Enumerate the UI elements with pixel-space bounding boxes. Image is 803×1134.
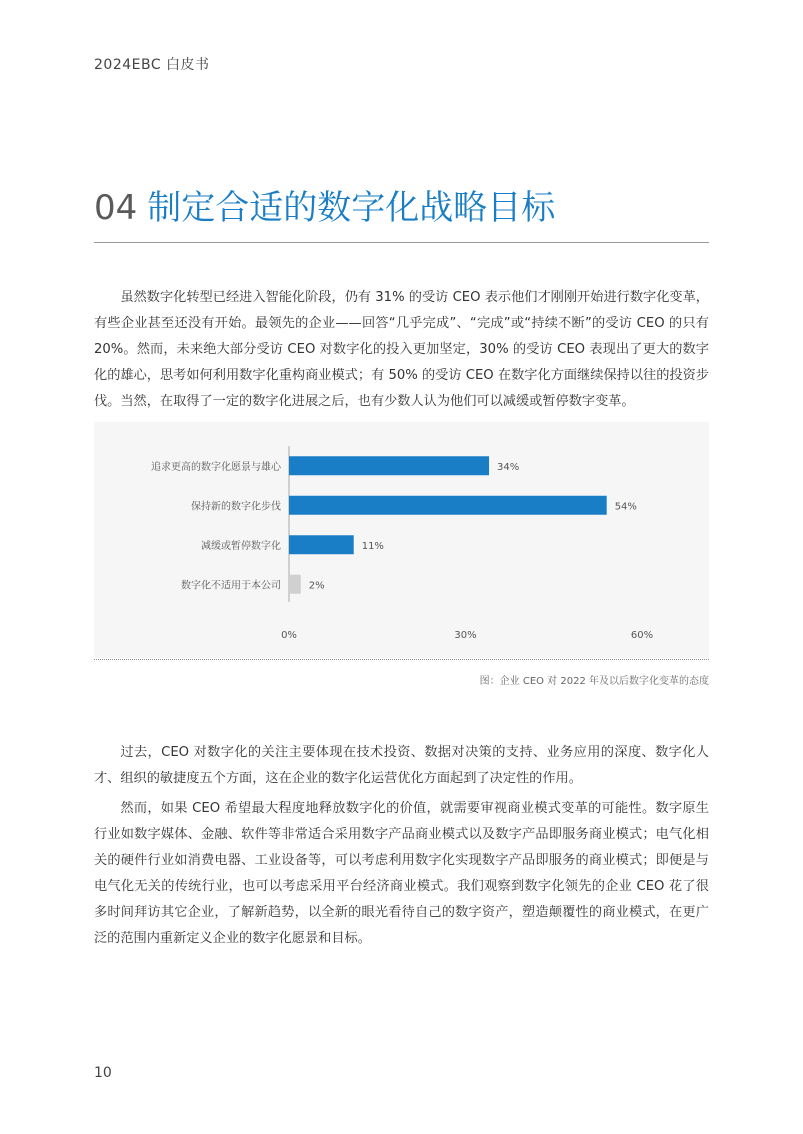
section-title xyxy=(94,184,555,232)
category-label: 追求更高的数字化愿景与雄心 xyxy=(151,461,281,473)
x-tick-label: 0% xyxy=(281,630,297,641)
page-number: 10 xyxy=(94,1065,112,1081)
bar-chart xyxy=(94,422,709,658)
data-label: 34% xyxy=(497,461,520,473)
bar-chart-container xyxy=(94,422,709,658)
category-label: 数字化不适用于本公司 xyxy=(181,580,281,592)
section-heading: 制定合适的数字化战略目标 xyxy=(147,188,556,228)
title-divider xyxy=(94,242,709,243)
data-label: 2% xyxy=(308,580,325,592)
body-paragraph-3: 然而，如果 CEO 希望最大程度地释放数字化的价值，就需要审视商业模式变革的可能性。数字原生行业如数字媒体、金融、软件等非常适合采用数字产品商业模式以及数字产品即服务商业模式；电气化相关的硬件行业如消费电器、工业设备等，可以考虑利用数字化实现数字产品即服务的商业模式；即便是与电气化无关的传统行业，也可以考虑采用平台经济商业模式。我们观察到数字化领先的企业 CEO 花了很多时间拜访其它企业，了解新趋势，以全新的眼光看待自己的数字资产，塑造颠覆性的商业模式，在更广泛的范围内重新定义企业的数字化愿景和目标。 xyxy=(94,801,709,946)
body-paragraph-2: 过去，CEO 对数字化的关注主要体现在技术投资、数据对决策的支持、业务应用的深度、数字化人才、组织的敏捷度五个方面，这在企业的数字化运营优化方面起到了决定性的作用。 xyxy=(94,745,709,786)
bar xyxy=(289,575,301,594)
category-label: 保持新的数字化步伐 xyxy=(191,501,281,513)
body-paragraph-1: 虽然数字化转型已经进入智能化阶段，仍有 31% 的受访 CEO 表示他们才刚刚开始进行数字化变革，有些企业甚至还没有开始。最领先的企业——回答“几乎完成”、“完成”或“持续不断”的受访 CEO 的只有 20%。然而，未来绝大部分受访 CEO 对数字化的投入更加坚定，30% 的受访 CEO 表现出了更大的数字化的雄心，思考如何利用数字化重构商业模式；有 50% 的受访 CEO 在数字化方面继续保持以往的投资步伐。当然，在取得了一定的数字化进展之后，也有少数人认为他们可以减缓或暂停数字变革。 xyxy=(94,290,709,409)
data-label: 11% xyxy=(361,540,384,552)
bar xyxy=(289,496,607,515)
chart-caption: 图：企业 CEO 对 2022 年及以后数字化变革的态度 xyxy=(479,676,709,687)
category-label: 减缓或暂停数字化 xyxy=(201,540,281,552)
x-tick-label: 60% xyxy=(630,630,654,641)
document-header: 2024EBC 白皮书 xyxy=(94,57,210,73)
bar xyxy=(289,456,489,475)
data-label: 54% xyxy=(614,501,637,513)
x-tick-label: 30% xyxy=(454,630,477,641)
bar xyxy=(289,535,354,554)
section-number: 04 xyxy=(94,188,138,228)
chart-divider xyxy=(94,659,709,660)
